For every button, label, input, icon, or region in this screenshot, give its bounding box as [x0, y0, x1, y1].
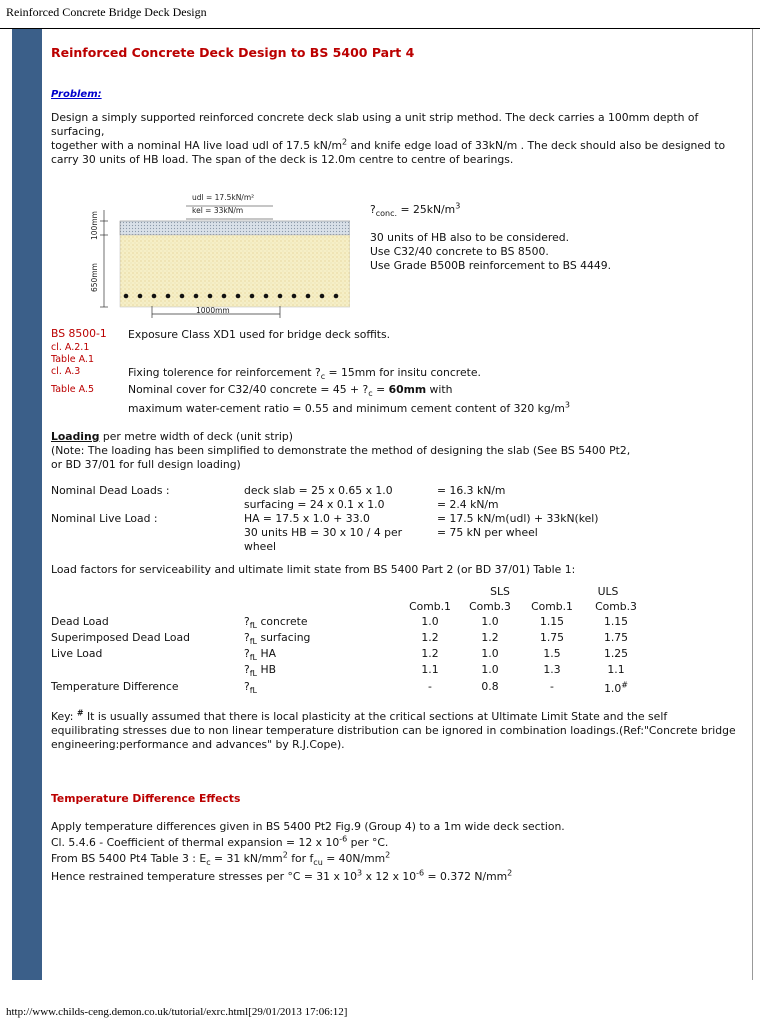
loading-note-2: or BD 37/01 for full design loading)	[51, 458, 241, 471]
table-cell: 1.5	[543, 647, 561, 660]
table-cell: 1.0#	[604, 680, 628, 695]
problem-label: Problem:	[51, 89, 102, 100]
deck-slab-result: = 16.3 kN/m	[437, 484, 506, 497]
window-title: Reinforced Concrete Bridge Deck Design	[6, 5, 207, 19]
table-cell: 1.75	[539, 631, 565, 644]
table-cell: -	[550, 680, 554, 693]
table-cell: 1.2	[481, 631, 499, 644]
surfacing-calc: surfacing = 24 x 0.1 x 1.0	[244, 498, 385, 511]
left-sidebar-bar	[12, 29, 42, 980]
table-cell: 1.0	[421, 615, 439, 628]
page-url-footer[interactable]: http://www.childs-ceng.demon.co.uk/tutorial/exrc.html[29/01/2013 17:06:12]	[6, 1006, 348, 1018]
exposure-text: Exposure Class XD1 used for bridge deck soffits.	[128, 328, 391, 341]
deck-slab-calc: deck slab = 25 x 0.65 x 1.0	[244, 484, 393, 497]
row-label: Temperature Difference	[51, 680, 179, 693]
temp-line-3: From BS 5400 Pt4 Table 3 : $E_c = 31$ $kN/mm^2$ for $f_{cu} = 40N/mm^2$	[51, 850, 391, 868]
table-cell: 1.75	[603, 631, 629, 644]
page-title: Reinforced Concrete Deck Design to BS 5400 Part 4	[51, 45, 415, 60]
hb-calc-1: 30 units HB = 30 x 10 / 4 per	[244, 526, 403, 539]
surfacing-layer	[120, 221, 350, 235]
problem-paragraph: Design a simply supported reinforced concrete deck slab using a unit strip method. The deck carries a 100mm depth of surfacing, together with a nominal HA live load udl of 17.5 $kN/m^2$ and knife edge load of 33kN/m . The deck should also be designed to carry 30 units of HB load. The span of the deck is 12.0m centre to centre of bearings.	[51, 111, 726, 166]
ref-bs8500: BS 8500-1	[51, 327, 107, 340]
dead-loads-label: Nominal Dead Loads :	[51, 484, 170, 497]
table-cell: 1.0	[481, 615, 499, 628]
dim-650mm: 650mm	[90, 263, 99, 292]
hb-calc-2: wheel	[244, 540, 276, 553]
row-label: Live Load	[51, 647, 103, 660]
row-factor: $?_{fL}$	[244, 680, 258, 696]
ref-table-a1: Table A.1	[51, 354, 94, 365]
dim-100mm: 100mm	[90, 211, 99, 240]
temp-line-4: Hence restrained temperature stresses per °C = 31 x $10^3$ x 12 x $10^{-6} = 0.372$ $N/mm^2$	[51, 868, 513, 883]
key-note: Key: # It is usually assumed that there is local plasticity at the critical sections at Ultimate Limit State and the self equilibrating stresses due to non linear temperature distribution can be ignored in combination loadings.(Ref:"Concrete bridge engineering:performance and advances" by R.J.Cope).	[51, 708, 736, 751]
ref-cl-a3: cl. A.3	[51, 366, 81, 377]
ha-result: = 17.5 kN/m(udl) + 33kN(kel)	[437, 512, 599, 525]
table-cell: -	[428, 680, 432, 693]
sls-comb1: Comb.1	[409, 600, 451, 613]
side-note-2: Use C32/40 concrete to BS 8500.	[370, 245, 549, 258]
uls-comb3: Comb.3	[595, 600, 637, 613]
table-cell: 1.2	[421, 631, 439, 644]
table-cell: 0.8	[481, 680, 499, 693]
kel-label: kel = 33kN/m	[192, 206, 244, 215]
cover-text: Nominal cover for C32/40 concrete = $45 + ?_c = 60mm$ with	[128, 383, 453, 399]
table-cell: 1.15	[539, 615, 565, 628]
row-factor: $?_{fL}$ concrete	[244, 615, 308, 631]
ha-calc: HA = 17.5 x 1.0 + 33.0	[244, 512, 370, 525]
row-label: Superimposed Dead Load	[51, 631, 190, 644]
table-cell: 1.2	[421, 647, 439, 660]
dim-1000mm: 1000mm	[196, 306, 230, 315]
table-cell: 1.0	[481, 663, 499, 676]
temp-line-2: Cl. 5.4.6 - Coefficient of thermal expansion = 12 x $10^{-6}$ per °C.	[51, 834, 389, 849]
loading-note-1: (Note: The loading has been simplified to demonstrate the method of designing the slab (See BS 5400 Pt2,	[51, 444, 631, 457]
uls-comb1: Comb.1	[531, 600, 573, 613]
live-load-label: Nominal Live Load :	[51, 512, 158, 525]
uls-header: ULS	[597, 585, 619, 598]
table-cell: 1.1	[607, 663, 625, 676]
loading-heading: Loading per metre width of deck (unit strip)	[51, 430, 293, 443]
sls-comb3: Comb.3	[469, 600, 511, 613]
water-cement-text: maximum water-cement ratio = 0.55 and minimum cement content of 320 $kg/m^3$	[128, 400, 570, 415]
conc-density: $?_{conc.} = 25kN/m^3$	[370, 201, 461, 219]
load-factors-intro: Load factors for serviceability and ultimate limit state from BS 5400 Part 2 (or BD 37/01) Table 1:	[51, 563, 576, 576]
row-factor: $?_{fL}$ HA	[244, 647, 276, 663]
row-factor: $?_{fL}$ surfacing	[244, 631, 311, 647]
temperature-heading: Temperature Difference Effects	[51, 792, 241, 805]
temp-line-1: Apply temperature differences given in BS 5400 Pt2 Fig.9 (Group 4) to a 1m wide deck section.	[51, 820, 565, 833]
ref-cl-a21: cl. A.2.1	[51, 342, 90, 353]
row-factor: $?_{fL}$ HB	[244, 663, 276, 679]
side-note-1: 30 units of HB also to be considered.	[370, 231, 570, 244]
deck-section-diagram	[80, 188, 350, 324]
table-cell: 1.15	[603, 615, 629, 628]
table-cell: 1.1	[421, 663, 439, 676]
hb-result: = 75 kN per wheel	[437, 526, 538, 539]
udl-label: udl = 17.5kN/m²	[192, 193, 255, 202]
table-cell: 1.25	[603, 647, 629, 660]
sls-header: SLS	[490, 585, 510, 598]
side-note-3: Use Grade B500B reinforcement to BS 4449.	[370, 259, 612, 272]
surfacing-result: = 2.4 kN/m	[437, 498, 499, 511]
ref-table-a5: Table A.5	[51, 384, 94, 395]
fixing-text: Fixing tolerence for reinforcement $?_c = 15mm$ for insitu concrete.	[128, 366, 481, 382]
table-cell: 1.0	[481, 647, 499, 660]
row-label: Dead Load	[51, 615, 109, 628]
table-cell: 1.3	[543, 663, 561, 676]
